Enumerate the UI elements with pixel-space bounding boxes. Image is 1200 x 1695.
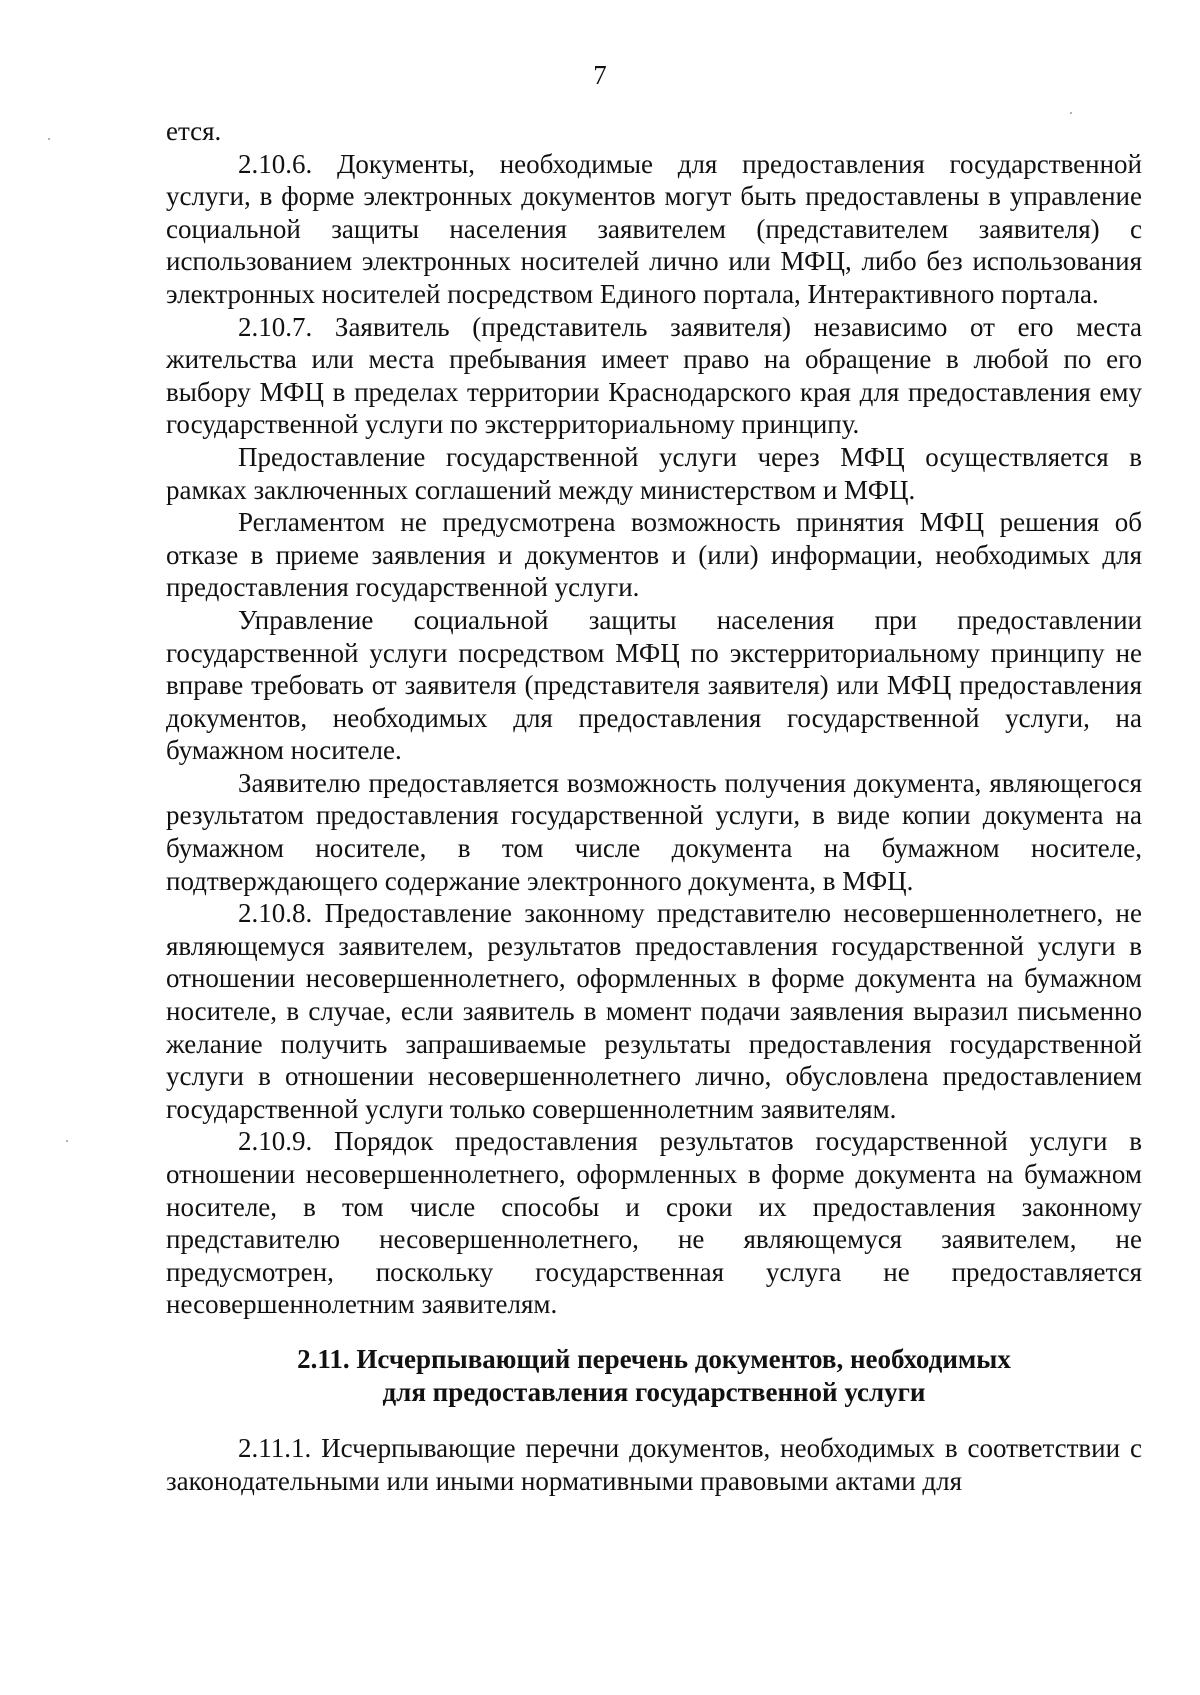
paragraph-continuation: ется.	[166, 116, 222, 146]
section-heading-line-2: для предоставления государственной услуги	[382, 1376, 926, 1407]
paragraph-social-protection: Управление социальной защиты населения при предоставлении государственной услуги посредством МФЦ по экстерриториальному принципу не вправе требовать от заявителя (представителя заявителя) или МФЦ предоставления документов, необходимых для предоставления государственной услуги, на бумажном носителе.	[166, 604, 1142, 766]
paragraph-2-10-8: 2.10.8. Предоставление законному представителю несовершеннолетнего, не являющемуся заявителем, результатов предоставления государственной услуги в отношении несовершеннолетнего, оформленных в форме документа на бумажном носителе, в случае, если заявитель в момент подачи заявления выразил письменно желание получить запрашиваемые результаты предоставления государственной услуги в отношении несовершеннолетнего лично, обусловлена предоставлением государственной услуги только совершеннолетним заявителям.	[166, 898, 1142, 1124]
section-heading-2-11	[166, 1343, 1142, 1409]
paragraph-2-10-9: 2.10.9. Порядок предоставления результатов государственной услуги в отношении несовершеннолетнего, оформленных в форме документа на бумажном носителе, в том числе способы и сроки их предоставления законному представителю несовершеннолетнего, не являющемуся заявителем, не предусмотрен, поскольку государственная услуга не предоставляется несовершеннолетним заявителям.	[166, 1126, 1142, 1320]
paragraph-2-11-1: 2.11.1. Исчерпывающие перечни документов, необходимых в соответствии с законодательными или иными нормативными правовыми актами для	[166, 1432, 1142, 1496]
page-number: 7	[593, 60, 607, 90]
document-body	[166, 115, 1142, 1497]
scan-speck	[66, 1140, 68, 1142]
paragraph-2-10-6: 2.10.6. Документы, необходимые для предоставления государственной услуги, в форме электронных документов могут быть предоставлены в управление социальной защиты населения заявителем (представителем заявителя) с использованием электронных носителей лично или МФЦ, либо без использования электронных носителей посредством Единого портала, Интерактивного портала.	[166, 148, 1142, 309]
paragraph-no-refusal: Регламентом не предусмотрена возможность принятия МФЦ решения об отказе в приеме заявления и документов и (или) информации, необходимых для предоставления государственной услуги.	[166, 507, 1142, 603]
scan-speck	[1070, 112, 1072, 114]
paragraph-mfc-agreements: Предоставление государственной услуги через МФЦ осуществляется в рамках заключенных соглашений между министерством и МФЦ.	[166, 441, 1142, 505]
paragraph-2-10-7: 2.10.7. Заявитель (представитель заявителя) независимо от его места жительства или места пребывания имеет право на обращение в любой по его выбору МФЦ в пределах территории Краснодарского края для предоставления ему государственной услуги по экстерриториальному принципу.	[166, 311, 1142, 440]
section-heading-line-1: 2.11. Исчерпывающий перечень документов, необходимых	[297, 1343, 1011, 1374]
scan-speck	[48, 138, 50, 140]
paragraph-copy-result: Заявителю предоставляется возможность получения документа, являющегося результатом предоставления государственной услуги, в виде копии документа на бумажном носителе, в том числе документа на бумажном носителе, подтверждающего содержание электронного документа, в МФЦ.	[166, 767, 1142, 896]
